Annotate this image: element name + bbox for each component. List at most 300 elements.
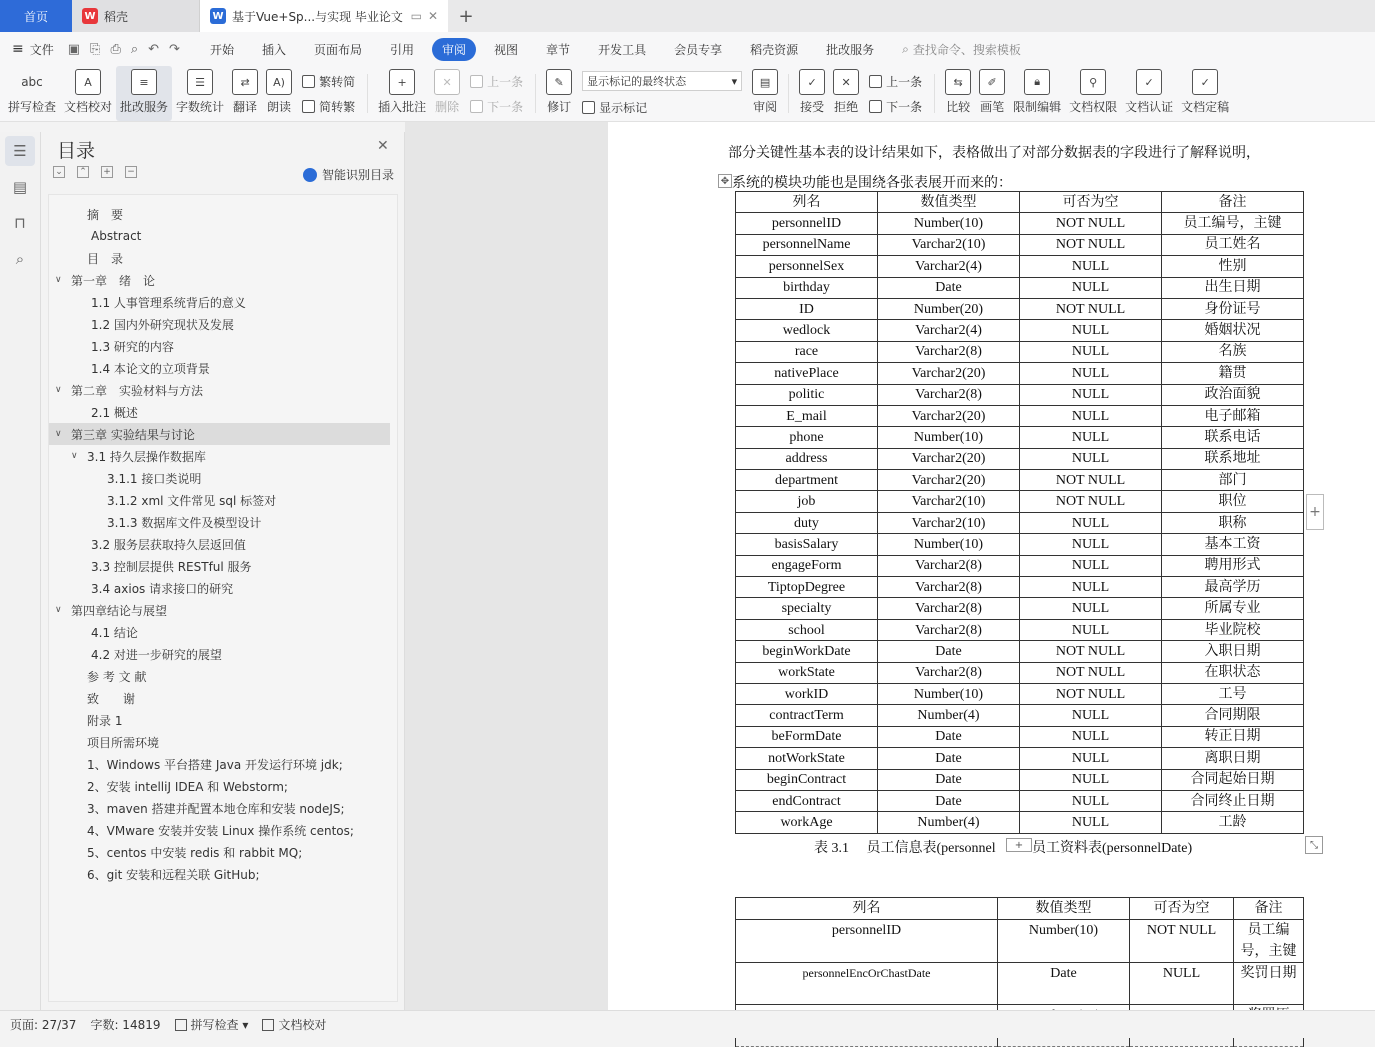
toc-item-label: 5、centos 中安装 redis 和 rabbit MQ; bbox=[87, 845, 303, 860]
table-cell: phone bbox=[736, 427, 878, 448]
table-cell: Date bbox=[878, 748, 1020, 769]
table-row bbox=[736, 512, 1304, 533]
next-revision-icon bbox=[869, 100, 882, 113]
table-cell: 所属专业 bbox=[1162, 598, 1304, 619]
table-row bbox=[736, 470, 1304, 491]
doc-check-status-label: 文档校对 bbox=[278, 1018, 327, 1032]
table-cell: NOT NULL bbox=[1020, 213, 1162, 234]
table-row bbox=[736, 577, 1304, 598]
lock-icon: 🔒︎ bbox=[1024, 69, 1050, 95]
chinese-convert-group bbox=[296, 66, 361, 121]
table-cell: engageForm bbox=[736, 555, 878, 576]
preview-icon[interactable]: ⌕ bbox=[130, 41, 139, 57]
tab-screen-icon[interactable]: ▭ bbox=[410, 9, 422, 23]
menu-tab[interactable]: 开始 bbox=[209, 42, 234, 57]
menu-tabs bbox=[196, 38, 888, 61]
toc-item[interactable] bbox=[49, 775, 390, 797]
smart-toc-button[interactable] bbox=[303, 166, 394, 183]
status-bar bbox=[0, 1010, 1375, 1038]
toc-item-label: 1.1 人事管理系统背后的意义 bbox=[91, 295, 246, 310]
table-row bbox=[736, 448, 1304, 469]
read-aloud-label: 朗读 bbox=[267, 100, 292, 114]
hamburger-icon: ≡ bbox=[12, 41, 24, 57]
docer-logo-icon: W bbox=[82, 8, 98, 24]
tab-home[interactable]: 首页 bbox=[0, 0, 72, 32]
next-comment-button[interactable] bbox=[470, 98, 523, 115]
table-cell: Number(10) bbox=[878, 427, 1020, 448]
table-cell: NULL bbox=[1020, 277, 1162, 298]
table-row bbox=[736, 662, 1304, 683]
close-icon[interactable]: ✕ bbox=[377, 138, 389, 154]
table-cell: NULL bbox=[1020, 448, 1162, 469]
toc-item-label: 1.4 本论文的立项背景 bbox=[91, 361, 210, 376]
file-menu[interactable] bbox=[12, 41, 54, 58]
reject-button[interactable] bbox=[829, 66, 863, 121]
toc-item[interactable] bbox=[49, 357, 390, 379]
doc-finalize-label: 文档定稿 bbox=[1181, 100, 1230, 114]
print-icon[interactable]: ⎙ bbox=[110, 41, 121, 57]
toc-item[interactable] bbox=[49, 511, 390, 533]
file-menu-label: 文件 bbox=[29, 42, 54, 57]
table-cell: NULL bbox=[1020, 341, 1162, 362]
toc-item-label: 摘 要 bbox=[87, 207, 124, 222]
table-cell: 员工姓名 bbox=[1162, 234, 1304, 255]
toc-item-label: 1.3 研究的内容 bbox=[91, 339, 174, 354]
toc-item[interactable] bbox=[49, 489, 390, 511]
simp-to-trad-button[interactable] bbox=[302, 98, 355, 115]
toc-item-label: 3.1.3 数据库文件及模型设计 bbox=[107, 515, 262, 530]
menu-tab[interactable]: 引用 bbox=[390, 42, 415, 57]
toc-item[interactable] bbox=[49, 335, 390, 357]
table-cell: NOT NULL bbox=[1020, 662, 1162, 683]
table-cell: 联系地址 bbox=[1162, 448, 1304, 469]
toc-item-label: 3.1 持久层操作数据库 bbox=[87, 449, 206, 464]
menu-tab[interactable]: 插入 bbox=[261, 42, 286, 57]
reject-label: 拒绝 bbox=[834, 100, 859, 114]
table-cell: Date bbox=[878, 641, 1020, 662]
accept-button[interactable] bbox=[795, 66, 829, 121]
table-cell: NOT NULL bbox=[1020, 641, 1162, 662]
table-cell: NULL bbox=[1020, 726, 1162, 747]
document-area bbox=[405, 122, 1375, 1010]
table-cell: Varchar2(20) bbox=[878, 470, 1020, 491]
table-cell: NOT NULL bbox=[1020, 683, 1162, 704]
toc-item[interactable] bbox=[49, 841, 390, 863]
table-row bbox=[736, 427, 1304, 448]
next-comment-icon bbox=[470, 100, 483, 113]
table-cell: 合同期限 bbox=[1162, 705, 1304, 726]
toc-item-label: 致 谢 bbox=[87, 691, 136, 706]
table-cell: 名族 bbox=[1162, 341, 1304, 362]
toc-item[interactable] bbox=[49, 203, 390, 225]
table-row bbox=[736, 748, 1304, 769]
table-cell: workID bbox=[736, 683, 878, 704]
review-pane-label: 审阅 bbox=[753, 100, 778, 114]
delete-comment-icon: ✕ bbox=[434, 69, 460, 95]
table-cell: 部门 bbox=[1162, 470, 1304, 491]
toc-item[interactable] bbox=[49, 819, 390, 841]
doc-check-icon: A bbox=[75, 69, 101, 95]
toc-item-label: 2、安装 intelliJ IDEA 和 Webstorm; bbox=[87, 779, 288, 794]
toc-item-label: 2.1 概述 bbox=[91, 405, 138, 420]
delete-comment-label: 删除 bbox=[435, 100, 460, 114]
left-rail bbox=[0, 132, 41, 1010]
resize-icon[interactable]: ⤡ bbox=[1305, 836, 1323, 854]
table-cell: NOT NULL bbox=[1020, 298, 1162, 319]
track-changes-button[interactable] bbox=[542, 66, 576, 121]
toc-item-label: 第四章结论与展望 bbox=[71, 603, 168, 618]
doc-cert-label: 文档认证 bbox=[1125, 100, 1174, 114]
table-cell: NULL bbox=[1020, 598, 1162, 619]
table-cell: Varchar2(8) bbox=[878, 598, 1020, 619]
table-cell: wedlock bbox=[736, 320, 878, 341]
toc-item[interactable] bbox=[49, 423, 390, 445]
table-cell: Number(4) bbox=[878, 812, 1020, 833]
prev-revision-button[interactable] bbox=[869, 73, 922, 90]
table-cell: Varchar2(8) bbox=[878, 341, 1020, 362]
menu-tab[interactable]: 稻壳资源 bbox=[750, 42, 799, 57]
toc-item[interactable] bbox=[49, 533, 390, 555]
toc-panel bbox=[41, 132, 405, 1010]
table-row bbox=[736, 256, 1304, 277]
table-cell: Varchar2(10) bbox=[878, 234, 1020, 255]
personnel-table bbox=[735, 191, 1304, 834]
menu-tab[interactable]: 视图 bbox=[494, 42, 519, 57]
prev-comment-label: 上一条 bbox=[487, 74, 524, 89]
table-cell: endContract bbox=[736, 790, 878, 811]
table-cell: Varchar2(8) bbox=[878, 384, 1020, 405]
ribbon bbox=[0, 66, 1375, 122]
table-cell: TiptopDegree bbox=[736, 577, 878, 598]
table-header-row bbox=[736, 898, 1304, 920]
toc-item[interactable] bbox=[49, 269, 390, 291]
table-cell: Date bbox=[878, 277, 1020, 298]
toc-toolbar bbox=[53, 166, 137, 178]
table-cell: Number(10) bbox=[998, 920, 1130, 963]
table-cell: E_mail bbox=[736, 405, 878, 426]
word-count-label: 字数统计 bbox=[176, 100, 225, 114]
simp-to-trad-label: 简转繁 bbox=[319, 99, 356, 114]
table-cell: NULL bbox=[1020, 619, 1162, 640]
table-row bbox=[736, 298, 1304, 319]
toc-panel-icon[interactable]: ☰ bbox=[5, 136, 35, 166]
comment-icon: + bbox=[389, 69, 415, 95]
table-cell: personnelID bbox=[736, 213, 878, 234]
table-row bbox=[736, 213, 1304, 234]
restrict-edit-label: 限制编辑 bbox=[1013, 100, 1062, 114]
doc-finalize-button[interactable] bbox=[1177, 66, 1233, 121]
toc-item[interactable] bbox=[49, 247, 390, 269]
toc-item[interactable] bbox=[49, 643, 390, 665]
table-cell: Varchar2(4) bbox=[878, 256, 1020, 277]
doc-check-button[interactable] bbox=[60, 66, 116, 121]
doc-cert-button[interactable] bbox=[1121, 66, 1177, 121]
markup-state-value: 显示标记的最终状态 bbox=[587, 75, 687, 88]
next-comment-label: 下一条 bbox=[487, 99, 524, 114]
table-cell: basisSalary bbox=[736, 534, 878, 555]
writer-logo-icon: W bbox=[210, 8, 226, 24]
table-cell: NULL bbox=[1020, 384, 1162, 405]
word-count-indicator[interactable]: 字数: 14819 bbox=[90, 1018, 161, 1032]
table-cell: 联系电话 bbox=[1162, 427, 1304, 448]
table-cell: Date bbox=[998, 963, 1130, 1005]
table-row bbox=[736, 705, 1304, 726]
prev-revision-label: 上一条 bbox=[886, 74, 923, 89]
spell-check-button[interactable] bbox=[4, 66, 60, 121]
table-cell: beginContract bbox=[736, 769, 878, 790]
table-cell: 出生日期 bbox=[1162, 277, 1304, 298]
export-icon[interactable]: ⎘ bbox=[90, 41, 101, 57]
table-row bbox=[736, 619, 1304, 640]
table-cell: 基本工资 bbox=[1162, 534, 1304, 555]
table-cell: department bbox=[736, 470, 878, 491]
table-cell: ID bbox=[736, 298, 878, 319]
table-cell: NULL bbox=[1020, 512, 1162, 533]
table-cell: Varchar2(8) bbox=[878, 577, 1020, 598]
bookmark-icon[interactable]: ⊓ bbox=[14, 214, 26, 232]
toc-title: 目录 bbox=[57, 140, 96, 162]
table-cell: Varchar2(10) bbox=[878, 491, 1020, 512]
doc-permission-button[interactable] bbox=[1065, 66, 1121, 121]
toc-item[interactable] bbox=[49, 687, 390, 709]
table-cell: NULL bbox=[1020, 405, 1162, 426]
command-search[interactable] bbox=[902, 41, 1021, 58]
table-cell: duty bbox=[736, 512, 878, 533]
menu-tab[interactable]: 章节 bbox=[546, 42, 571, 57]
chevron-down-icon[interactable]: ∨ bbox=[55, 385, 62, 395]
table-cell: 职称 bbox=[1162, 512, 1304, 533]
revise-service-icon: ≡ bbox=[131, 69, 157, 95]
table-cell: Varchar2(8) bbox=[878, 662, 1020, 683]
spell-check-label: 拼写检查 bbox=[8, 100, 57, 114]
table-cell: NULL bbox=[1020, 427, 1162, 448]
body-paragraph: 部分关键性基本表的设计结果如下，表格做出了对部分数据表的字段进行了解释说明， bbox=[728, 145, 1260, 161]
table-cell: Number(10) bbox=[878, 213, 1020, 234]
markup-state-select[interactable] bbox=[582, 71, 742, 91]
menu-tab[interactable]: 开发工具 bbox=[598, 42, 647, 57]
search-icon[interactable]: ⌕ bbox=[15, 250, 25, 268]
toc-item[interactable] bbox=[49, 379, 390, 401]
redo-icon[interactable]: ↷ bbox=[169, 41, 180, 57]
table-cell: 合同起始日期 bbox=[1162, 769, 1304, 790]
spell-check-status[interactable]: 拼写检查 ▾ bbox=[175, 1016, 249, 1033]
trad-to-simp-button[interactable] bbox=[302, 73, 355, 90]
toc-item[interactable] bbox=[49, 863, 390, 885]
toc-item-label: 3.1.1 接口类说明 bbox=[107, 471, 202, 486]
ribbon-separator bbox=[788, 74, 789, 113]
toc-item[interactable] bbox=[49, 313, 390, 335]
collapse-all-icon[interactable]: ⌄ bbox=[53, 166, 65, 178]
table-row bbox=[736, 920, 1304, 963]
table-cell: 转正日期 bbox=[1162, 726, 1304, 747]
checkbox-icon bbox=[175, 1019, 187, 1031]
tab-close-icon[interactable]: ✕ bbox=[427, 9, 438, 23]
word-count-button[interactable] bbox=[172, 66, 228, 121]
chevron-down-icon[interactable]: ∨ bbox=[55, 605, 62, 615]
trad-to-simp-label: 繁转简 bbox=[319, 74, 356, 89]
table-cell: Varchar2(20) bbox=[878, 363, 1020, 384]
table-cell: 籍贯 bbox=[1162, 363, 1304, 384]
toc-item[interactable] bbox=[49, 753, 390, 775]
accept-label: 接受 bbox=[800, 100, 825, 114]
simp-to-trad-icon bbox=[302, 100, 315, 113]
undo-icon[interactable]: ↶ bbox=[148, 41, 160, 57]
quick-access bbox=[68, 42, 180, 57]
table-header-cell: 数值类型 bbox=[998, 898, 1130, 920]
table-cell: 合同终止日期 bbox=[1162, 790, 1304, 811]
show-markup-icon bbox=[582, 101, 595, 114]
table-cell: 毕业院校 bbox=[1162, 619, 1304, 640]
table-cell: workState bbox=[736, 662, 878, 683]
toc-item-label: 第二章 实验材料与方法 bbox=[71, 383, 204, 398]
toc-item-label: 附录 1 bbox=[87, 713, 123, 728]
menu-tab[interactable]: 批改服务 bbox=[826, 42, 875, 57]
table-cell: workAge bbox=[736, 812, 878, 833]
doc-check-status[interactable] bbox=[262, 1016, 326, 1033]
table-cell: 职位 bbox=[1162, 491, 1304, 512]
next-revision-button[interactable] bbox=[869, 98, 922, 115]
spell-check-icon: abc bbox=[21, 75, 43, 89]
table-caption: 员工资料表(personnelDate) bbox=[1032, 841, 1193, 856]
table-cell: personnelEncOrChastDate bbox=[736, 963, 998, 1005]
expand-up-icon[interactable]: ⌃ bbox=[77, 166, 89, 178]
table-row bbox=[736, 384, 1304, 405]
permission-icon: ⚲ bbox=[1080, 69, 1106, 95]
read-aloud-icon: A) bbox=[266, 69, 292, 95]
toc-item[interactable] bbox=[49, 599, 390, 621]
table-cell: NOT NULL bbox=[1020, 491, 1162, 512]
smart-toc-label: 智能识别目录 bbox=[322, 168, 395, 182]
table-cell: NULL bbox=[1020, 555, 1162, 576]
ribbon-separator bbox=[367, 74, 368, 113]
toc-item[interactable] bbox=[49, 445, 390, 467]
chevron-down-icon[interactable]: ∨ bbox=[71, 451, 78, 461]
toc-item[interactable] bbox=[49, 731, 390, 753]
revise-service-button[interactable] bbox=[116, 66, 172, 121]
toc-item[interactable] bbox=[49, 577, 390, 599]
add-column-button[interactable]: + bbox=[1306, 494, 1324, 530]
add-row-icon[interactable]: + bbox=[1006, 838, 1032, 852]
table-move-icon[interactable]: ✥ bbox=[718, 174, 732, 188]
chevron-down-icon[interactable]: ∨ bbox=[55, 275, 62, 285]
new-tab-button[interactable]: + bbox=[458, 5, 474, 27]
table-cell: 员工编号，主键 bbox=[1162, 213, 1304, 234]
table-cell: beFormDate bbox=[736, 726, 878, 747]
table-cell: Date bbox=[878, 769, 1020, 790]
prev-revision-icon bbox=[869, 75, 882, 88]
body-paragraph: 系统的模块功能也是围绕各张表展开而来的： bbox=[732, 175, 1012, 191]
table-row bbox=[736, 812, 1304, 833]
delete-comment-button[interactable] bbox=[430, 66, 464, 121]
menu-tab[interactable]: 审阅 bbox=[432, 38, 476, 61]
chevron-down-icon: ▾ bbox=[731, 74, 738, 88]
menu-tab[interactable]: 会员专享 bbox=[674, 42, 723, 57]
toc-item[interactable] bbox=[49, 621, 390, 643]
pen-icon: ✐ bbox=[979, 69, 1005, 95]
accept-icon: ✓ bbox=[799, 69, 825, 95]
table-row bbox=[736, 769, 1304, 790]
chevron-down-icon[interactable]: ∨ bbox=[55, 429, 62, 439]
pen-button[interactable] bbox=[975, 66, 1009, 121]
ribbon-separator bbox=[535, 74, 536, 113]
table-cell: NULL bbox=[1020, 748, 1162, 769]
table-cell: birthday bbox=[736, 277, 878, 298]
table-cell: Varchar2(4) bbox=[878, 320, 1020, 341]
next-revision-label: 下一条 bbox=[886, 99, 923, 114]
table-cell: NULL bbox=[1020, 705, 1162, 726]
table-cell: beginWorkDate bbox=[736, 641, 878, 662]
page-indicator[interactable]: 页面: 27/37 bbox=[10, 1018, 77, 1032]
toc-item-label: 3.1.2 xml 文件常见 sql 标签对 bbox=[107, 493, 277, 508]
table-cell: Varchar2(8) bbox=[878, 619, 1020, 640]
toc-item[interactable] bbox=[49, 709, 390, 731]
insert-comment-button[interactable] bbox=[374, 66, 430, 121]
prev-comment-button[interactable] bbox=[470, 73, 523, 90]
review-pane-button[interactable] bbox=[748, 66, 782, 121]
tab-bar bbox=[0, 0, 1375, 32]
toc-item-label: 1.2 国内外研究现状及发展 bbox=[91, 317, 234, 332]
compare-label: 比较 bbox=[946, 100, 971, 114]
toc-item-label: 项目所需环境 bbox=[87, 735, 160, 750]
toc-item[interactable] bbox=[49, 401, 390, 423]
add-heading-icon[interactable]: + bbox=[101, 166, 113, 178]
search-icon: ⌕ bbox=[902, 41, 909, 56]
toc-item[interactable] bbox=[49, 797, 390, 819]
table-cell: 奖罚日期 bbox=[1234, 963, 1304, 1005]
prev-comment-icon bbox=[470, 75, 483, 88]
toc-item[interactable] bbox=[49, 291, 390, 313]
toc-item-label: 参 考 文 献 bbox=[87, 669, 147, 684]
toc-item[interactable] bbox=[49, 665, 390, 687]
table-row bbox=[736, 491, 1304, 512]
nav-pane-icon[interactable]: ▤ bbox=[12, 178, 28, 196]
table-header-cell: 可否为空 bbox=[1020, 192, 1162, 213]
revise-service-label: 批改服务 bbox=[120, 100, 169, 114]
table-cell: personnelSex bbox=[736, 256, 878, 277]
table-cell: NULL bbox=[1020, 256, 1162, 277]
compare-button[interactable] bbox=[941, 66, 975, 121]
word-count-icon: ☰ bbox=[187, 69, 213, 95]
table-cell: school bbox=[736, 619, 878, 640]
table-cell: Varchar2(20) bbox=[878, 448, 1020, 469]
save-icon[interactable]: ▣ bbox=[67, 41, 81, 57]
menu-tab[interactable]: 页面布局 bbox=[313, 42, 362, 57]
show-markup-button[interactable] bbox=[582, 99, 742, 116]
table-cell: specialty bbox=[736, 598, 878, 619]
tab-document[interactable] bbox=[200, 0, 448, 32]
translate-icon: ⇄ bbox=[232, 69, 258, 95]
table-cell: Varchar2(20) bbox=[878, 405, 1020, 426]
translate-button[interactable] bbox=[228, 66, 262, 121]
table-header-cell: 列名 bbox=[736, 192, 878, 213]
table-row bbox=[736, 320, 1304, 341]
tab-docer[interactable] bbox=[72, 0, 200, 32]
table-cell: personnelID bbox=[736, 920, 998, 963]
toc-item[interactable] bbox=[49, 467, 390, 489]
ribbon-separator bbox=[934, 74, 935, 113]
table-row bbox=[736, 363, 1304, 384]
table-cell: NULL bbox=[1020, 534, 1162, 555]
table-cell: NULL bbox=[1130, 963, 1234, 1005]
smart-toc-icon bbox=[303, 168, 317, 182]
toc-item-label: 3、maven 搭建并配置本地仓库和安装 nodeJS; bbox=[87, 801, 345, 816]
markup-group bbox=[576, 66, 748, 121]
restrict-edit-button[interactable] bbox=[1009, 66, 1065, 121]
toc-item[interactable] bbox=[49, 555, 390, 577]
read-aloud-button[interactable] bbox=[262, 66, 296, 121]
remove-heading-icon[interactable]: − bbox=[125, 166, 137, 178]
toc-item[interactable] bbox=[49, 225, 390, 247]
